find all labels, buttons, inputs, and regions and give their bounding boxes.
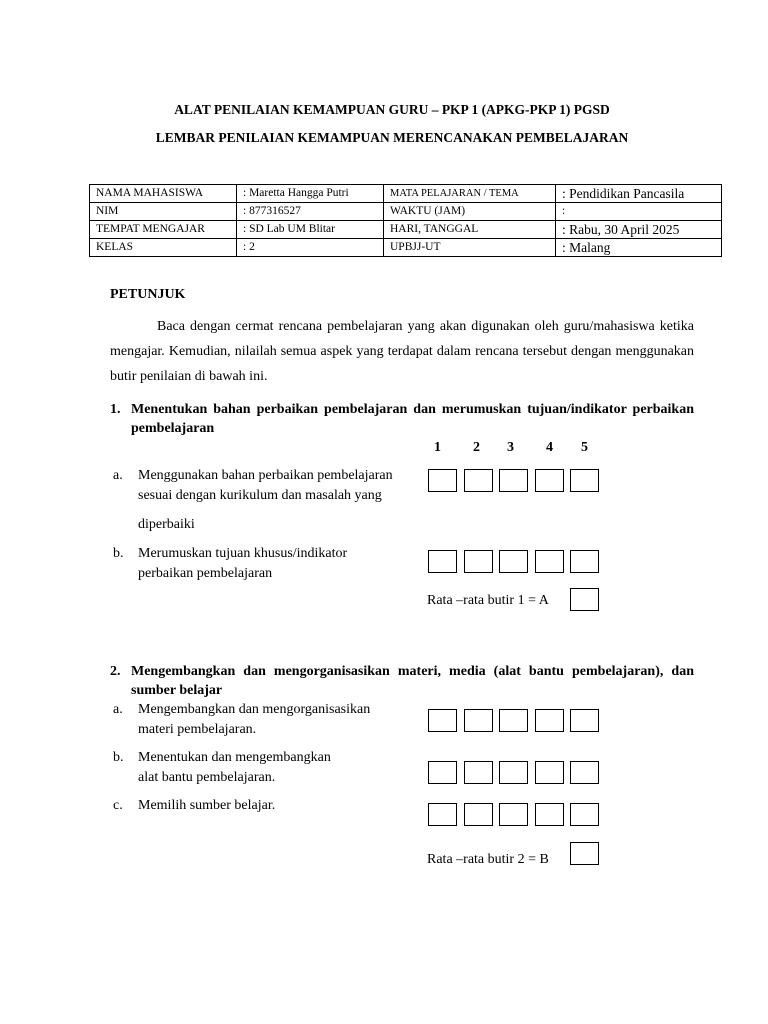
score-box-5[interactable] (570, 803, 599, 826)
score-box-1[interactable] (428, 761, 457, 784)
scale-label: 5 (581, 440, 588, 455)
average-1-box[interactable] (570, 588, 599, 611)
average-1-label: Rata –rata butir 1 = A (427, 593, 549, 608)
score-box-5[interactable] (570, 469, 599, 492)
score-box-1[interactable] (428, 469, 457, 492)
value-nim: : 877316527 (237, 203, 384, 221)
value-tempat: : SD Lab UM Blitar (237, 221, 384, 239)
section-number: 2. (110, 664, 121, 679)
label-nim: NIM (90, 203, 237, 221)
score-box-2[interactable] (464, 469, 493, 492)
document-subtitle: LEMBAR PENILAIAN KEMAMPUAN MERENCANAKAN PEMBELAJARAN (155, 130, 629, 145)
item-text: diperbaiki (138, 517, 195, 532)
label-mapel: MATA PELAJARAN / TEMA (384, 185, 556, 203)
table-row (90, 221, 722, 239)
score-box-5[interactable] (570, 761, 599, 784)
value-upbjj: : Malang (556, 239, 722, 257)
item-letter: a. (113, 468, 123, 483)
score-box-1[interactable] (428, 550, 457, 573)
scale-label: 2 (473, 440, 480, 455)
score-box-3[interactable] (499, 803, 528, 826)
score-box-3[interactable] (499, 550, 528, 573)
score-box-1[interactable] (428, 709, 457, 732)
value-waktu: : (556, 203, 722, 221)
scale-label: 4 (546, 440, 553, 455)
item-2c (113, 796, 275, 816)
item-letter: b. (113, 546, 124, 561)
average-2-label: Rata –rata butir 2 = B (427, 852, 549, 867)
score-box-2[interactable] (464, 803, 493, 826)
petunjuk-text: Baca dengan cermat rencana pembelajaran yang akan digunakan oleh guru/mahasiswa ketika mengajar. Kemudian, nilailah semua aspek yang terdapat dalam rencana tersebut dengan menggunakan butir penilaian di bawah ini. (110, 319, 694, 384)
item-letter: c. (113, 798, 123, 813)
document-title: ALAT PENILAIAN KEMAMPUAN GURU – PKP 1 (APKG-PKP 1) PGSD (174, 102, 610, 117)
item-1a (113, 466, 393, 535)
item-text: sesuai dengan kurikulum dan masalah yang (138, 488, 382, 503)
item-text: Mengembangkan dan mengorganisasikan (138, 702, 371, 717)
section-1-title (110, 400, 694, 438)
average-2-box[interactable] (570, 842, 599, 865)
scale-label: 3 (507, 440, 514, 455)
item-text: alat bantu pembelajaran. (138, 770, 276, 785)
score-box-4[interactable] (535, 469, 564, 492)
section-number: 1. (110, 402, 121, 417)
item-letter: a. (113, 702, 123, 717)
table-row (90, 185, 722, 203)
value-mapel: : Pendidikan Pancasila (556, 185, 722, 203)
scale-label: 1 (434, 440, 441, 455)
item-2a (113, 700, 370, 740)
score-box-5[interactable] (570, 550, 599, 573)
table-row (90, 203, 722, 221)
student-info-table (89, 184, 722, 257)
label-kelas: KELAS (90, 239, 237, 257)
petunjuk-heading: PETUNJUK (110, 287, 186, 302)
score-box-5[interactable] (570, 709, 599, 732)
score-box-2[interactable] (464, 550, 493, 573)
score-box-4[interactable] (535, 803, 564, 826)
item-text: materi pembelajaran. (138, 722, 257, 737)
score-box-3[interactable] (499, 761, 528, 784)
score-box-4[interactable] (535, 550, 564, 573)
score-box-3[interactable] (499, 709, 528, 732)
score-box-1[interactable] (428, 803, 457, 826)
table-row (90, 239, 722, 257)
label-hari: HARI, TANGGAL (384, 221, 556, 239)
score-box-4[interactable] (535, 709, 564, 732)
value-nama: : Maretta Hangga Putri (237, 185, 384, 203)
score-box-4[interactable] (535, 761, 564, 784)
label-tempat: TEMPAT MENGAJAR (90, 221, 237, 239)
score-box-3[interactable] (499, 469, 528, 492)
section-title-text: Mengembangkan dan mengorganisasikan materi, media (alat bantu pembelajaran), dan sumber belajar (131, 664, 694, 698)
item-text: perbaikan pembelajaran (138, 566, 273, 581)
item-text: Menggunakan bahan perbaikan pembelajaran (138, 468, 393, 483)
item-text: Memilih sumber belajar. (138, 798, 276, 813)
item-text: Merumuskan tujuan khusus/indikator (138, 546, 348, 561)
label-nama: NAMA MAHASISWA (90, 185, 237, 203)
score-box-2[interactable] (464, 761, 493, 784)
item-text: Menentukan dan mengembangkan (138, 750, 331, 765)
value-hari: : Rabu, 30 April 2025 (556, 221, 722, 239)
label-upbjj: UPBJJ-UT (384, 239, 556, 257)
item-2b (113, 748, 331, 788)
item-1b (113, 544, 347, 584)
section-2-title (110, 662, 694, 700)
label-waktu: WAKTU (JAM) (384, 203, 556, 221)
value-kelas: : 2 (237, 239, 384, 257)
item-letter: b. (113, 750, 124, 765)
section-title-text: Menentukan bahan perbaikan pembelajaran dan merumuskan tujuan/indikator perbaikan pembelajaran (131, 402, 694, 436)
score-box-2[interactable] (464, 709, 493, 732)
